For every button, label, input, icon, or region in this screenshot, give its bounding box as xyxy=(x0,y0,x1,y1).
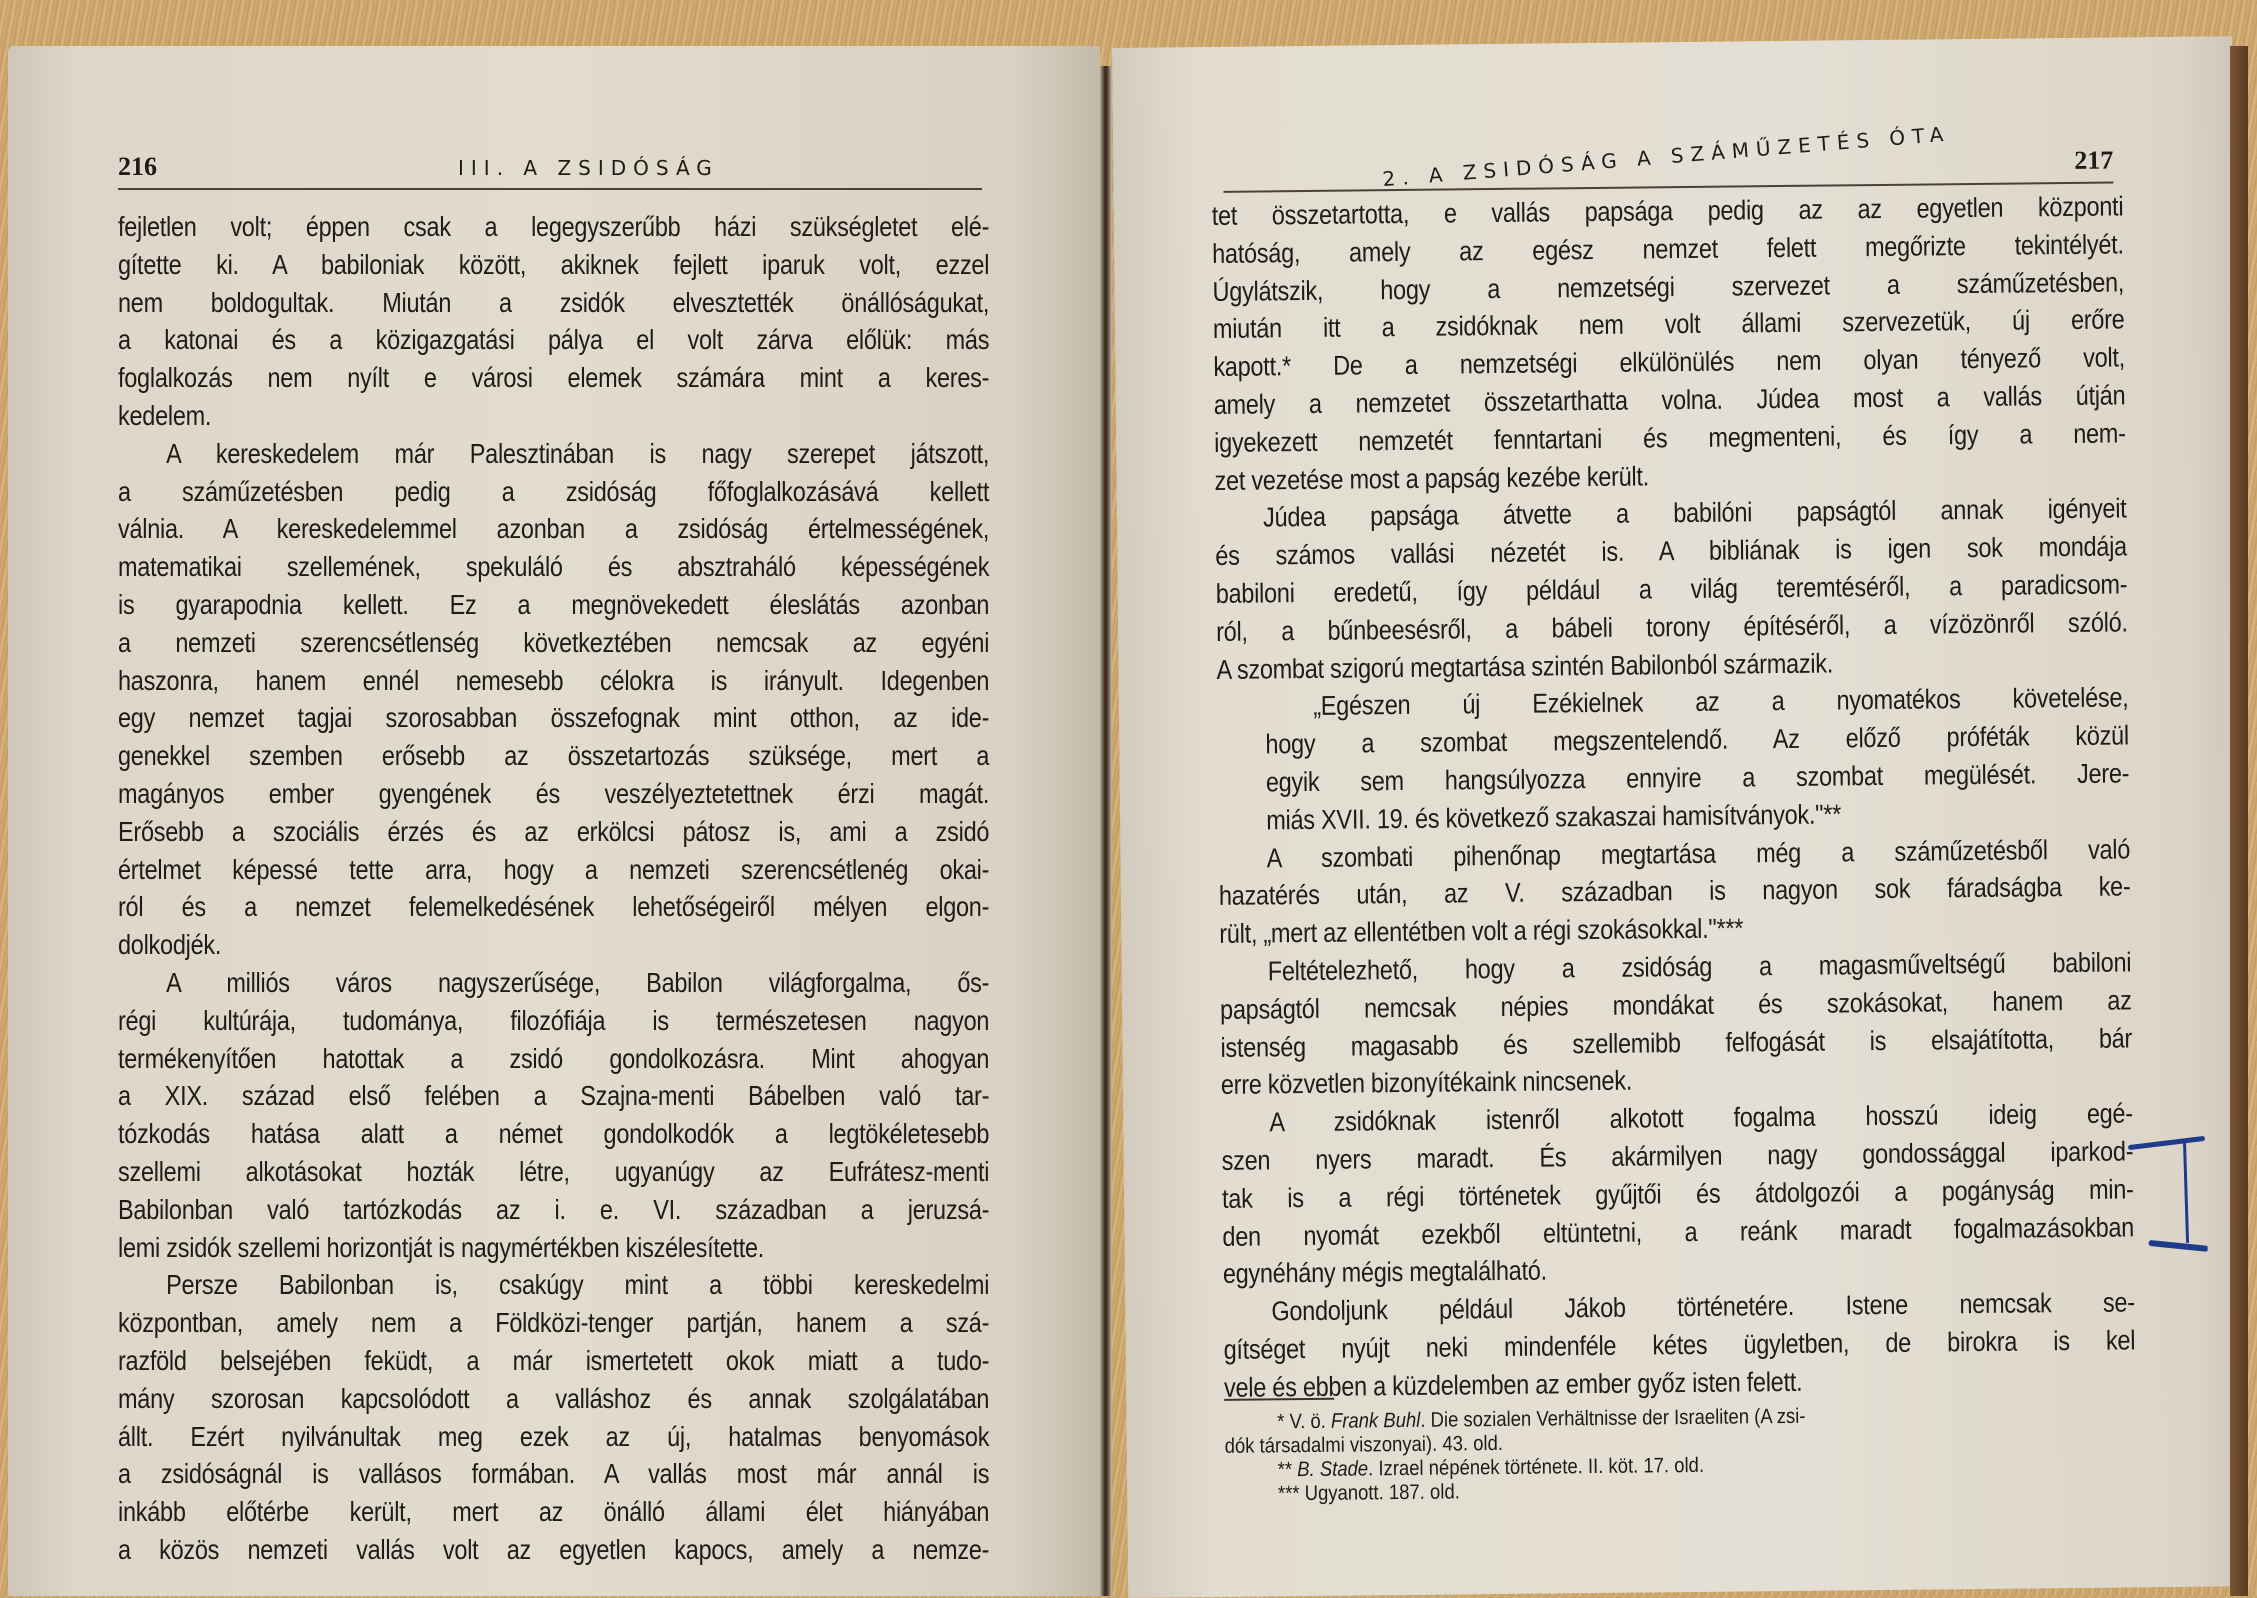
text-line: matematikai szellemének, spekuláló és absztraháló képességének xyxy=(118,551,990,583)
book-spine xyxy=(1100,66,1112,1596)
text-line: erre közvetlen bizonyítékaink nincsenek. xyxy=(1220,1064,1633,1101)
text-line: fejletlen volt; éppen csak a legegyszerűbb házi szükségletet elé- xyxy=(118,211,990,242)
body-text xyxy=(1212,187,2136,1406)
text-line: kedelem. xyxy=(118,399,212,431)
footnote: dók társadalmi viszonyai). 43. old. xyxy=(1224,1431,1504,1458)
text-line: Úgylátszik, hogy a nemzetségi szervezet a száműzetésben, xyxy=(1212,266,2125,307)
text-line: miután itt a zsidóknak nem volt állami szervezetük, új erőre xyxy=(1212,303,2125,345)
footnote-marker: * xyxy=(1277,1409,1290,1433)
text-line: istenség magasabb és szellemibb felfogását is elsajátította, bár xyxy=(1220,1021,2133,1063)
text-line: A milliós város nagyszerűsége, Babilon világforgalma, ős- xyxy=(166,966,990,998)
text-line: rült, „mert az ellentétben volt a régi szokásokkal."*** xyxy=(1219,912,1744,950)
text-line: razföld belsejében feküdt, a már ismertetett okok miatt a tudo- xyxy=(118,1344,990,1376)
right-page xyxy=(1112,36,2248,1598)
text-line: Persze Babilonban is, csakúgy mint a többi kereskedelmi xyxy=(166,1269,990,1301)
text-line: Feltételezhető, hogy a zsidóság a magasműveltségű babiloni xyxy=(1267,946,2132,987)
footnote: ** B. Stade. Izrael népének története. II. köt. 17. old. xyxy=(1277,1453,1705,1481)
footnotes xyxy=(1224,1400,2202,1506)
text-line: A szombat szigorú megtartása szintén Babilonból származik. xyxy=(1216,647,1834,685)
footnote-marker: ** xyxy=(1277,1457,1298,1481)
text-line: „Egészen új Ezékielnek az a nyomatékos követelése, xyxy=(1313,681,2129,722)
text-line: foglalkozás nem nyílt e városi elemek számára mint a keres- xyxy=(118,362,990,394)
text-line: vele és ebben a küzdelemben az ember győz isten felett. xyxy=(1223,1365,1803,1403)
footnote: * V. ö. Frank Buhl. Die sozialen Verhältnisse der Israeliten (A zsi- xyxy=(1277,1404,1806,1433)
body-text xyxy=(118,208,989,1569)
text-line: miás XVII. 19. és következő szakaszai hamisítványok."** xyxy=(1266,798,1842,836)
text-line: A zsidóknak istenről alkotott fogalma hosszú ideig egé- xyxy=(1269,1097,2133,1138)
text-line: ról, a bűnbeesésről, a bábeli torony építéséről, a vízözönről szóló. xyxy=(1215,606,2128,647)
text-line: Júdea papsága átvette a babilóni papságtól annak igényeit xyxy=(1262,492,2127,533)
text-line: Gondoljunk például Jákob történetére. Istene nemcsak se- xyxy=(1271,1286,2135,1327)
text-line: kapott.* De a nemzetségi elkülönülés nem olyan tényező volt, xyxy=(1213,341,2126,383)
text-line: a XIX. század első felében a Szajna-menti Bábelben való tar- xyxy=(118,1080,990,1112)
text-line: hazatérés után, az V. században is nagyon sok fáradságba ke- xyxy=(1218,870,2131,912)
text-line: inkább előtérbe került, mert az önálló állami élet hiányában xyxy=(118,1496,990,1528)
text-line: hogy a szombat megszentelendő. Az előző próféták közül xyxy=(1265,719,2130,760)
text-line: egyik sem hangsúlyozza ennyire a szombat megülését. Jere- xyxy=(1265,757,2130,798)
text-line: magányos ember gyengének és veszélyeztetettnek érzi magát. xyxy=(118,777,990,809)
text-line: tak is a régi történetek gyűjtői és átdolgozói a pogányság min- xyxy=(1221,1173,2134,1214)
running-head xyxy=(1223,121,2114,193)
text-line: mány szorosan kapcsolódott a valláshoz és annak szolgálatában xyxy=(118,1382,990,1414)
text-line: nem boldogultak. Miután a zsidók elvesztették önállóságukat, xyxy=(118,286,990,318)
text-line: A kereskedelem már Palesztinában is nagy szerepet játszott, xyxy=(166,437,990,469)
text-line: állt. Ezért nyilvánultak meg ezek az új, hatalmas benyomások xyxy=(118,1420,990,1452)
text-line: is gyarapodnia kellett. Ez a megnövekedett éleslátás azonban xyxy=(118,588,990,620)
text-line: és számos vallási nézetét is. A bibliának is igen sok mondája xyxy=(1215,530,2128,572)
text-line: babiloni eredetű, így például a világ teremtéséről, a paradicsom- xyxy=(1215,568,2128,609)
text-line: hatóság, amely az egész nemzet felett megőrizte tekintélyét. xyxy=(1211,228,2124,269)
text-line: A szombati pihenőnap megtartása még a száműzetésből való xyxy=(1266,832,2131,873)
text-line: a katonai és a közigazgatási pálya el volt zárva előlük: más xyxy=(118,324,990,356)
text-line: papságtól nemcsak népies mondákat és szokásokat, hanem az xyxy=(1219,984,2132,1025)
section-title: 2. A ZSIDÓSÁG A SZÁMŰZETÉS ÓTA xyxy=(1381,121,1952,192)
block-quote xyxy=(1217,679,2130,840)
text-line: gítette ki. A babiloniak között, akiknek fejlett iparuk volt, ezzel xyxy=(118,248,990,280)
text-line: régi kultúrája, tudománya, filozófiája is természetesen nagyon xyxy=(118,1004,990,1036)
footnote-marker: *** xyxy=(1277,1481,1305,1505)
book-cover-edge xyxy=(2230,46,2248,1596)
text-line: egynéhány mégis megtalálható. xyxy=(1222,1254,1547,1290)
text-line: Babilonban való tartózkodás az i. e. VI. században a jeruzsá- xyxy=(118,1193,990,1225)
text-line: a közös nemzeti vallás volt az egyetlen kapocs, amely a nemze- xyxy=(118,1533,990,1565)
footnote-author: B. Stade xyxy=(1297,1456,1369,1481)
pen-bracket-annotation-icon xyxy=(2126,1135,2207,1256)
text-line: szellemi alkotásokat hozták létre, ugyanúgy az Eufrátesz-menti xyxy=(118,1155,990,1187)
text-line: a zsidóságnál is vallásos formában. A vallás most már annál is xyxy=(118,1458,990,1490)
text-line: igyekezett nemzetét fenntartani és megmenteni, és így a nem- xyxy=(1213,417,2126,458)
open-book xyxy=(8,46,2248,1596)
text-line: tet összetartotta, e vallás papsága pedig az az egyetlen központi xyxy=(1211,190,2124,231)
text-line: zet vezetése most a papság kezébe került. xyxy=(1214,459,1650,496)
chapter-title: III. A ZSIDÓSÁG xyxy=(458,156,719,180)
footnote: *** Ugyanott. 187. old. xyxy=(1277,1480,1460,1505)
footnote-author: Frank Buhl xyxy=(1330,1408,1421,1433)
text-line: Erősebb a szociális érzés és az erkölcsi pátosz is, ami a zsidó xyxy=(118,815,990,847)
text-line: amely a nemzetet összetarthatta volna. Júdea most a vallás útján xyxy=(1213,379,2126,420)
text-line: genekkel szemben erősebb az összetartozás szüksége, mert a xyxy=(118,740,990,772)
left-page xyxy=(8,46,1100,1596)
text-line: dolkodjék. xyxy=(118,929,222,961)
text-line: a nemzeti szerencsétlenség következtében nemcsak az egyéni xyxy=(118,626,990,658)
body-text-continued xyxy=(1218,830,2135,1406)
running-head xyxy=(118,148,982,190)
text-line: egy nemzet tagjai szorosabban összefognak mint otthon, az ide- xyxy=(118,702,990,734)
page-number: 217 xyxy=(2074,145,2114,175)
text-line: ról és a nemzet felemelkedésének lehetőségeiről mélyen elgon- xyxy=(118,891,990,923)
text-line: termékenyítően hatottak a zsidó gondolkozásra. Mint ahogyan xyxy=(118,1042,990,1074)
page-number: 216 xyxy=(118,152,157,181)
text-line: értelmet képessé tette arra, hogy a nemzeti szerencsétlenég okai- xyxy=(118,853,990,885)
text-line: den nyomát ezekből eltüntetni, a reánk maradt fogalmazásokban xyxy=(1222,1210,2135,1252)
text-line: tózkodás hatása alatt a német gondolkodók a legtökéletesebb xyxy=(118,1118,990,1150)
text-line: válnia. A kereskedelemmel azonban a zsidóság értelmességének, xyxy=(118,513,990,545)
text-line: központban, amely nem a Földközi-tenger partján, hanem a szá- xyxy=(118,1307,990,1339)
text-line: szen nyers maradt. És akármilyen nagy gondossággal iparkod- xyxy=(1221,1135,2134,1176)
text-line: gítséget nyújt neki mindenféle kétes ügyletben, de birokra is kel xyxy=(1223,1324,2136,1365)
text-line: a száműzetésben pedig a zsidóság főfoglalkozásává kellett xyxy=(118,475,990,507)
text-line: haszonra, hanem ennél nemesebb célokra is irányult. Idegenben xyxy=(118,664,990,696)
text-line: lemi zsidók szellemi horizontját is nagymértékben kiszélesítette. xyxy=(118,1231,765,1263)
